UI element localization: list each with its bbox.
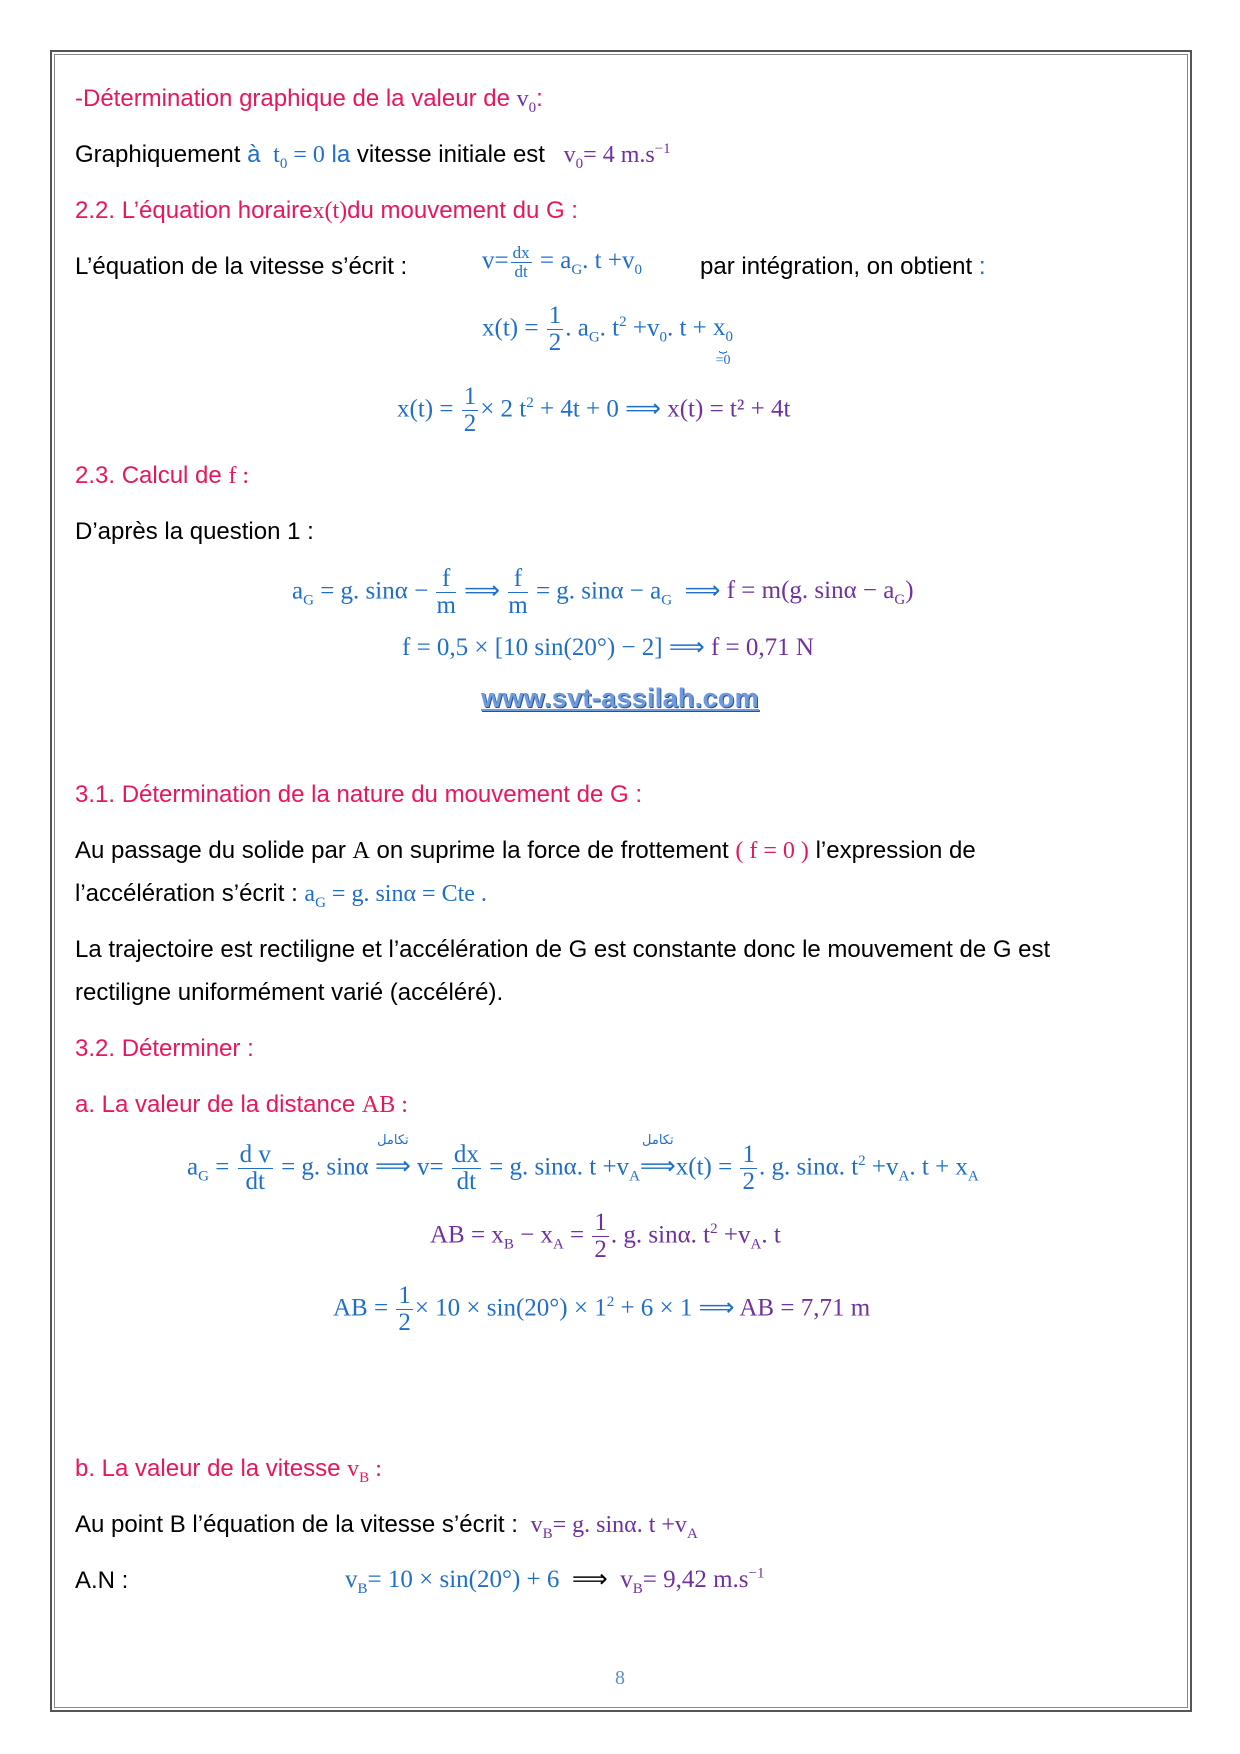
heading-3-2: 3.2. Déterminer :: [75, 1035, 254, 1062]
v0-value: $v_0= 4$ $m.s^{-1}$: [551, 141, 671, 172]
paragraph-trajectory: La trajectoire est rectiligne et l’accélération de G est constante donc le mouvement de G est: [75, 936, 1051, 963]
paragraph-nature: rectiligne uniformément varié (accéléré).: [75, 979, 504, 1006]
graphic-v0-line: Graphiquement à $t_0 = 0$ la vitesse initiale est $v_0= 4$ $m.s^{-1}$: [75, 141, 671, 172]
an-label: A.N :: [75, 1567, 129, 1594]
heading-a-distance: a. La valeur de la distance AB :: [75, 1091, 408, 1118]
heading-2-3: 2.3. Calcul de f :: [75, 462, 250, 489]
heading-b-velocity: b. La valeur de la vitesse $v_B$ :: [75, 1455, 382, 1486]
position-formula: x(t) = $\frac{1}{2}$ . $a_G$. $t^2 +v_0$. $t + x_0$ ⏟ =0: [482, 302, 734, 369]
question-ref: D’après la question 1 :: [75, 518, 314, 545]
paragraph-friction-removed: Au passage du solide par A on suprime la force de frottement ( f = 0 ) l’expression de: [75, 837, 976, 864]
paragraph-acceleration: l’accélération s’écrit : $a_G = g$. sinα = Cte .: [75, 880, 487, 911]
page-number: 8: [615, 1667, 625, 1689]
ab-formula: AB = $x_B - x_A$ = $\frac{1}{2}$ . g. sinα. $t^2 +v_A$. t: [430, 1209, 781, 1264]
friction-numeric: f = 0,5 × [10 sin(20°) − 2] ⟹ f = 0,71 N: [402, 634, 814, 661]
vb-equation-line: Au point B l’équation de la vitesse s’écrit : $v_B= g$. sinα. $t +v_A$: [75, 1511, 698, 1542]
vb-numeric: $v_B= 10 \times \sin(20^\circ) + 6$ ⟹ $v_B= 9,42$ $m.s^{-1}$: [345, 1565, 765, 1597]
velocity-formula: v= $\frac{dx}{dt}$ = $a_G$. $t +v_0$: [482, 243, 642, 281]
heading-2-2: 2.2. L’équation horairex(t)du mouvement du G :: [75, 197, 578, 224]
velocity-equation-line: L’équation de la vitesse s’écrit :: [75, 253, 408, 280]
heading-v0: -Détermination graphique de la valeur de $v_0$:: [75, 85, 543, 116]
heading-3-1: 3.1. Détermination de la nature du mouvement de G :: [75, 781, 642, 808]
integration-text: par intégration, on obtient :: [700, 253, 986, 280]
position-numeric: x(t) = $\frac{1}{2}$ × 2 $t^2 + 4t + 0$ ⟹ x(t) = t² + 4t: [397, 383, 791, 438]
website-link[interactable]: www.svt-assilah.com: [481, 683, 759, 713]
ab-numeric: AB = $\frac{1}{2}$ × $10 \times \sin(20^\circ) \times 1^2 + 6 \times 1$ ⟹ AB = 7,71 m: [333, 1282, 871, 1337]
ab-derivation: $a_G$ = $\frac{\text{d v}}{dt}$ = g. sinα ⟹ تكامل v= $\frac{dx}{dt}$ = g. sinα. $t +v_A⟹$ تكامل x(t) = $\frac{1}{2}$ . g. sinα. $t^2 +v_A$. $t + x_A$: [187, 1133, 979, 1196]
friction-formula: $a_G = g$. sinα − $\frac{f}{m}$ ⟹ $\frac{f}{m}$ = g. $\sin\alpha - a_G$ ⟹ f = m(g. $\sin\alpha - a_G$): [292, 565, 914, 620]
